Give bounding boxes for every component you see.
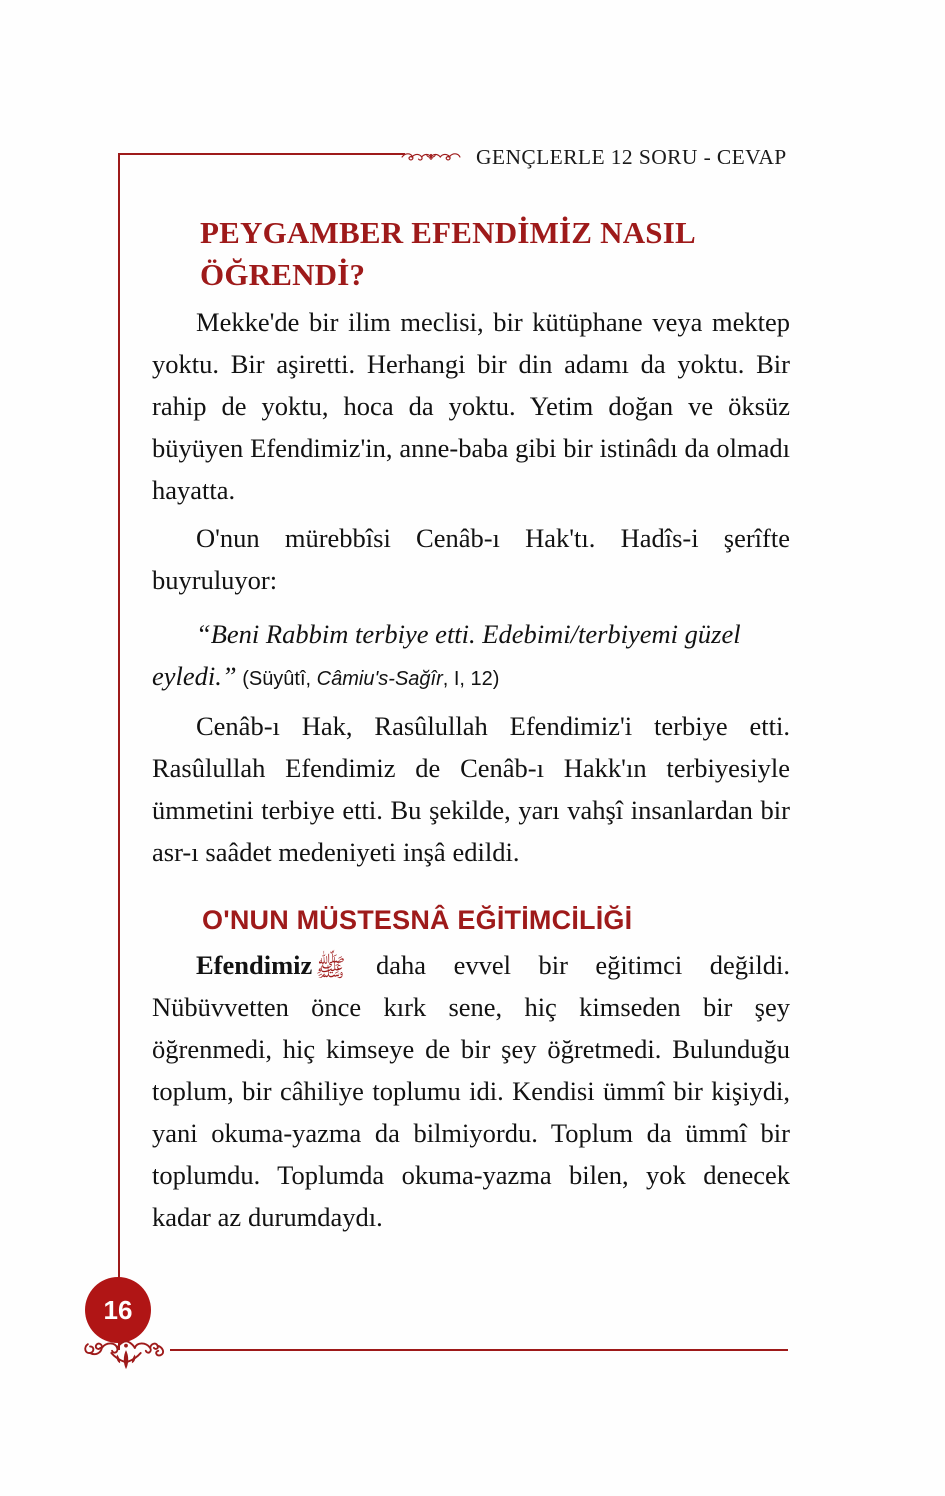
sallallahu-alayhi-wasallam-icon: ﷺ bbox=[315, 953, 346, 983]
section-heading: O'NUN MÜSTESNÂ EĞİTİMCİLİĞİ bbox=[202, 905, 633, 936]
source-suffix: , I, 12) bbox=[442, 668, 500, 691]
top-border-rule bbox=[118, 153, 405, 155]
paragraph: O'nun mürebbîsi Cenâb-ı Hak'tı. Hadîs-i şerîfte buyruluyor: bbox=[152, 523, 790, 596]
running-header bbox=[400, 140, 800, 174]
lead-bold-word: Efendimiz bbox=[196, 950, 313, 981]
page-number-badge: 16 bbox=[85, 1277, 151, 1343]
header-title: GENÇLERLE 12 SORU - CEVAP bbox=[476, 144, 787, 169]
left-border-rule bbox=[118, 153, 120, 1350]
bottom-border-rule bbox=[170, 1349, 788, 1351]
paragraph: Mekke'de bir ilim meclisi, bir kütüphane veya mektep yoktu. Bir aşiretti. Herhangi bir din adamı da yoktu. Bir rahip de yoktu, hoca da yoktu. Yetim doğan ve öksüz büyüyen Efendimiz'in, anne-baba gibi bir istinâdı da olmadı hayatta. bbox=[152, 307, 790, 506]
source-prefix: (Süyûtî, bbox=[242, 668, 317, 691]
flourish-ornament-icon bbox=[82, 1333, 170, 1373]
paragraph: Cenâb-ı Hak, Rasûlullah Efendimiz'i terbiye etti. Rasûlullah Efendimiz de Cenâb-ı Hakk'ın terbiyesiyle ümmetini terbiye etti. Bu şekilde, yarı vahşî insanlardan bir asr-ı saâdet medeniyeti inşâ edildi. bbox=[152, 711, 790, 868]
quote-source bbox=[237, 668, 500, 690]
scrollwork-ornament-icon bbox=[400, 148, 462, 166]
paragraph bbox=[152, 944, 790, 1238]
paragraph-rest: daha evvel bir eğitimci değildi. Nübüvvetten önce kırk sene, hiç kimseden bir şey öğrenmedi, hiç kimseye de bir şey öğretmedi. Bulunduğu toplum, bir câhiliye toplumu idi. Kendisi ümmî bir kişiydi, yani okuma-yazma da bilmiyordu. Toplum da ümmî bir toplumdu. Toplumda okuma-yazma bilen, yok denecek kadar az durumdaydı. bbox=[152, 950, 790, 1233]
hadith-quote bbox=[152, 613, 790, 697]
source-work: Câmiu's-Sağîr bbox=[316, 668, 443, 691]
text-column bbox=[152, 212, 790, 1238]
quote-text: “Beni Rabbim terbiye etti. Edebimi/terbiyemi güzel eyledi.” bbox=[152, 619, 741, 692]
page-title: PEYGAMBER EFENDİMİZ NASIL ÖĞRENDİ? bbox=[200, 215, 695, 292]
